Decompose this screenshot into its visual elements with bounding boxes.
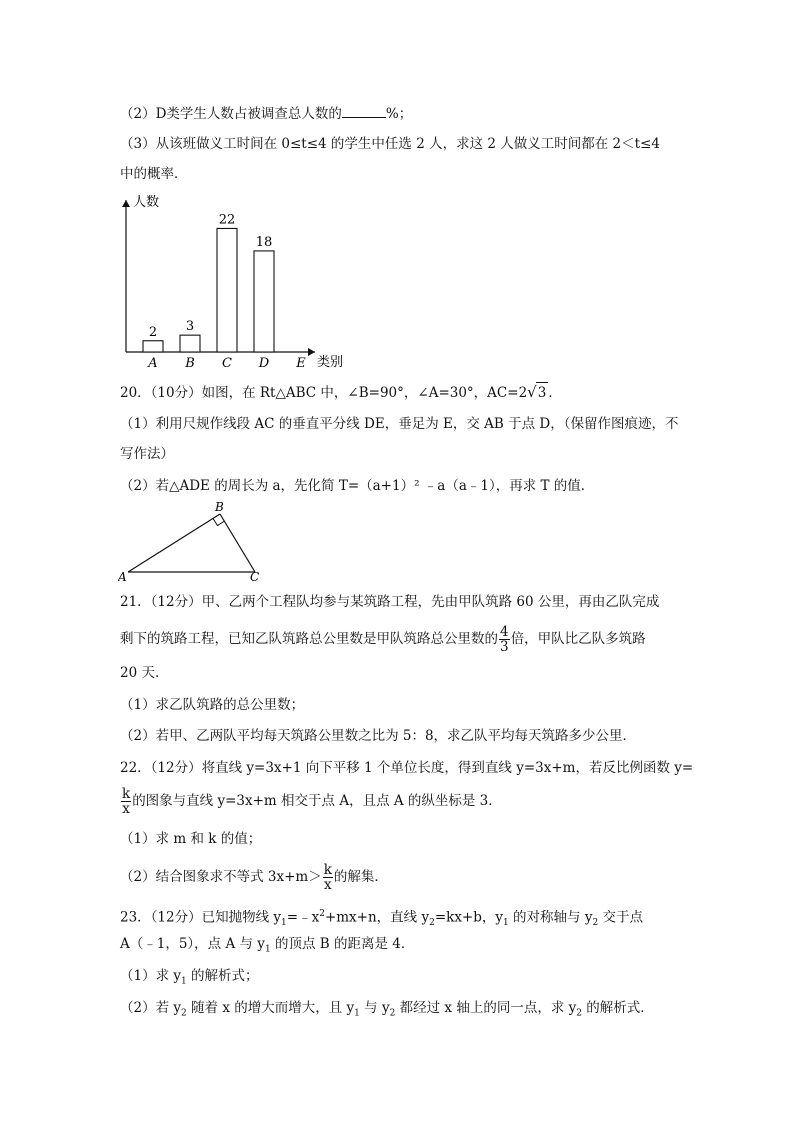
category-label: D (258, 356, 270, 370)
bar-value-label: 22 (218, 212, 236, 228)
triangle-figure (118, 500, 268, 584)
q23-line1: 23．（12分）已知抛物线 $y_1=﹣x^2+mx+n$，直线 $y_2=kx+b$，$y_1$ 的对称轴与 $y_2$ 交于点 (120, 909, 643, 929)
side-ab (128, 514, 220, 572)
bar-value-label: 2 (148, 324, 158, 340)
side-bc (220, 514, 255, 572)
label-c: C (250, 570, 260, 584)
category-label: E (296, 356, 306, 370)
bar-d (254, 251, 274, 352)
answer-blank[interactable] (342, 105, 386, 118)
x-axis-label: 类别 (317, 355, 344, 370)
bar-value-label: 3 (185, 319, 195, 335)
category-label: A (148, 356, 158, 370)
q23-sub2: （2）若 $y_2$ 随着 x 的增大而增大，且 $y_1$ 与 $y_2$ 都经过 x 轴上的同一点，求 $y_2$ 的解析式． (120, 1000, 654, 1019)
q23-line2: A（﹣1，5），点 A 与 $y_1$ 的顶点 B 的距离是 4． (120, 936, 415, 955)
q21-line3: 20 天． (120, 665, 169, 681)
bar-chart (115, 190, 365, 370)
q19-sub3-line1: （3）从该班做义工时间在 0≤t≤4 的学生中任选 2 人，求这 2 人做义工时间都在 2＜t≤4 (120, 136, 660, 152)
x-axis-arrow (308, 348, 315, 356)
fraction-k-x-2: $\frac{k}{x}$ (323, 862, 332, 893)
fraction-4-3: $\frac{4}{3}$ (500, 624, 509, 655)
q21-sub1: （1）求乙队筑路的总公里数； (120, 697, 305, 713)
bar-c (217, 228, 237, 352)
q21-sub2: （2）若甲、乙两队平均每天筑路公里数之比为 5：8，求乙队平均每天筑路多少公里． (120, 728, 637, 744)
q22-sub2: （2）结合图象求不等式 3x+m＞ $\frac{k}{x}$ 的解集． (120, 862, 388, 893)
label-a: A (118, 570, 127, 584)
fraction-k-x: $\frac{k}{x}$ (122, 786, 131, 817)
q19-sub2: （2）D类学生人数占被调查总人数的 %； (120, 106, 413, 122)
bar-value-label: 18 (255, 234, 273, 250)
label-b: B (215, 500, 224, 514)
q19-sub3-line2: 中的概率． (120, 166, 188, 182)
y-axis-arrow (122, 200, 130, 207)
q22-line1: 22．（12分）将直线 y=3x+1 向下平移 1 个单位长度，得到直线 y=3x+m，若反比例函数 y= (120, 760, 694, 776)
category-label: C (222, 356, 232, 370)
y-axis-label: 人数 (133, 195, 160, 210)
q21-line2: 剩下的筑路工程，已知乙队筑路总公里数是甲队筑路总公里数的 $\frac{4}{3}$ 倍，甲队比乙队多筑路 (120, 624, 646, 655)
q20-sub2: （2）若△ADE 的周长为 a，先化简 T=（a+1）² ﹣a（a﹣1），再求 T 的值． (120, 478, 595, 494)
q22-line2: $\frac{k}{x}$ 的图象与直线 y=3x+m 相交于点 A，且点 A 的纵坐标是 3． (122, 786, 502, 817)
sqrt-value: 3 (536, 382, 549, 403)
q20-header: 20．（10分）如图，在 Rt△ABC 中，∠B=90°，∠A=30°，AC=2√3 ． (120, 383, 562, 401)
bar-a (143, 341, 163, 352)
bar-b (180, 335, 200, 352)
q23-sub1: （1）求 $y_1$ 的解析式； (120, 968, 259, 987)
q21-line1: 21．（12分）甲、乙两个工程队均参与某筑路工程，先由甲队筑路 60 公里，再由乙队完成 (120, 594, 660, 610)
q20-sub1-line1: （1）利用尺规作线段 AC 的垂直平分线 DE，垂足为 E，交 AB 于点 D，（保留作图痕迹，不 (120, 416, 679, 432)
category-label: B (185, 356, 195, 370)
q22-sub1: （1）求 m 和 k 的值； (120, 831, 262, 847)
q20-sub1-line2: 写作法） (120, 446, 174, 462)
